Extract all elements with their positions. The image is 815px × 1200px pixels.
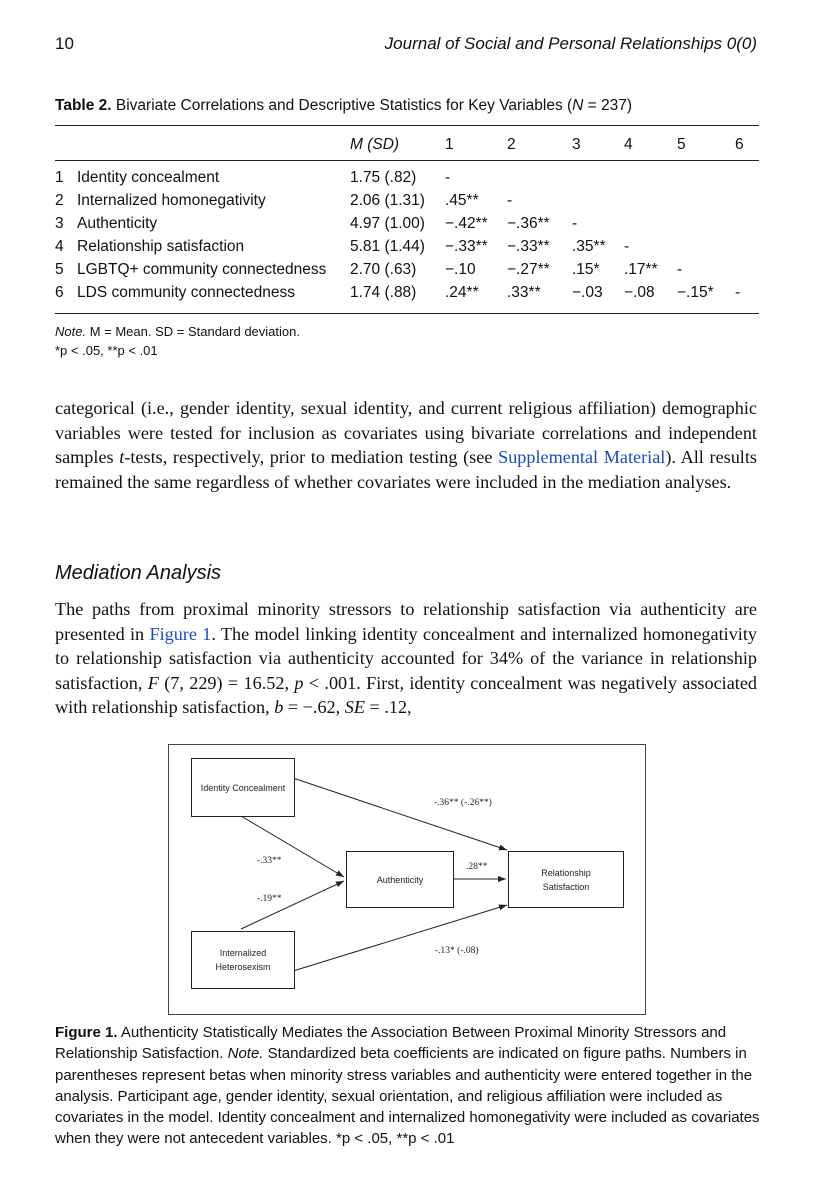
path-label-auth-to-rs: .28** — [466, 862, 488, 872]
correlation-cell — [735, 258, 759, 281]
note-label: Note. — [55, 324, 87, 339]
correlation-cell — [572, 166, 624, 189]
correlation-cell: - — [445, 168, 451, 186]
p2-b-italic: b — [274, 697, 284, 717]
correlation-cell: −.08 — [624, 283, 655, 301]
path-label-ic-to-auth: -.33** — [257, 856, 282, 866]
p1-text-b: -tests, respectively, prior to mediation testing (see — [124, 447, 499, 467]
table-row — [55, 281, 759, 304]
table-label: Table 2. — [55, 97, 112, 114]
correlation-cell: .15* — [572, 260, 600, 278]
arrow-ic-to-auth — [241, 816, 344, 877]
col-header-6: 6 — [735, 136, 744, 153]
node-internalized-heterosexism-label: Internalized Heterosexism — [215, 948, 271, 972]
correlation-cell: .33** — [507, 283, 541, 301]
p1-text-c: ). All results remained the same regardless of whether covariates were included in the mediation analyses. — [55, 447, 757, 492]
correlation-cell: - — [677, 260, 683, 278]
p2-p-italic: p — [294, 672, 304, 693]
arrow-ih-to-auth — [241, 881, 344, 929]
variable-name: Relationship satisfaction — [77, 237, 245, 255]
table-row — [55, 189, 759, 212]
correlation-cell — [677, 189, 735, 212]
row-number: 5 — [55, 260, 64, 278]
p2-f-italic: F — [147, 672, 159, 693]
correlation-cell: .24** — [445, 283, 479, 301]
figure-1-link[interactable]: Figure 1 — [149, 623, 212, 644]
journal-title: Journal of Social and Personal Relationships 0(0) — [384, 34, 757, 53]
node-identity-concealment-label: Identity Concealment — [200, 782, 286, 793]
correlation-cell: .17** — [624, 260, 658, 278]
correlation-cell — [624, 166, 677, 189]
p2-se-italic: SE — [344, 697, 365, 717]
table-title-n: N — [572, 97, 584, 114]
mean-sd-cell: 4.97 (1.00) — [350, 214, 425, 232]
row-number: 2 — [55, 191, 64, 209]
correlation-cell — [677, 166, 735, 189]
p2-text-d: < .001. First, identity concealment was negatively associated with relationship satisfaction, — [55, 672, 757, 717]
figure-note-text: Standardized beta coefficients are indicated on figure paths. Numbers in parentheses represent betas when minority stress variables and authenticity were entered together in the analysis. Participant age, gender identity, sexual orientation, and religious affiliation were included as covariates in the model. Identity concealment and internalized homonegativity were included as covariates when they were not antecedent variables. — [55, 1045, 760, 1148]
figure-note-label: Note. — [227, 1045, 264, 1063]
supplemental-material-link[interactable]: Supplemental Material — [498, 447, 666, 467]
correlation-cell: .35** — [572, 237, 606, 255]
mean-sd-cell: 5.81 (1.44) — [350, 237, 425, 255]
table-note — [55, 322, 300, 360]
correlation-table — [55, 133, 759, 304]
correlation-cell: - — [572, 214, 578, 232]
figure-caption — [55, 1022, 761, 1150]
col-header-5: 5 — [677, 136, 686, 153]
col-header-msd: M (SD) — [350, 136, 400, 153]
correlation-cell: −.42** — [445, 214, 488, 232]
node-authenticity-label: Authenticity — [376, 874, 424, 885]
table-row — [55, 166, 759, 189]
p2-text-f: = .12, — [364, 697, 412, 717]
col-header-1: 1 — [445, 136, 454, 153]
p2-text-b: . The model linking identity concealment and internalized homonegativity to relationship satisfaction via authenticity accounted for 34% of the variance in relationship satisfaction, — [55, 623, 757, 693]
variable-name: LDS community connectedness — [77, 283, 295, 301]
correlation-cell: - — [735, 283, 741, 301]
table-row — [55, 258, 759, 281]
correlation-cell: −.03 — [572, 283, 603, 301]
row-number: 4 — [55, 237, 64, 255]
correlation-cell — [572, 189, 624, 212]
correlation-cell: - — [624, 237, 630, 255]
correlation-cell: −.27** — [507, 260, 550, 278]
node-relationship-satisfaction — [508, 851, 624, 908]
correlation-cell — [735, 235, 759, 258]
correlation-cell — [735, 166, 759, 189]
correlation-cell: −.33** — [445, 237, 488, 255]
variable-name: Identity concealment — [77, 168, 220, 186]
p2-text-a: The paths from proximal minority stressors to relationship satisfaction via authenticity are presented in — [55, 599, 757, 644]
significance-line: *p < .05, **p < .01 — [55, 343, 158, 358]
path-label-ic-to-rs: -.36** (-.26**) — [434, 798, 492, 808]
mean-sd-cell: 2.70 (.63) — [350, 260, 417, 278]
p1-t-italic: t — [119, 447, 125, 467]
col-header-3: 3 — [572, 136, 581, 153]
table-title-post: = 237) — [583, 97, 633, 114]
page-number: 10 — [55, 34, 74, 53]
node-identity-concealment — [191, 758, 295, 817]
correlation-cell: −.33** — [507, 237, 550, 255]
correlation-cell — [507, 166, 572, 189]
correlation-cell — [677, 212, 735, 235]
figure-title: Authenticity Statistically Mediates the Association Between Proximal Minority Stressors and Relationship Satisfaction. — [55, 1024, 727, 1063]
figure-significance: *p < .05, **p < .01 — [336, 1130, 455, 1148]
node-relationship-satisfaction-label: Relationship Satisfaction — [541, 867, 591, 892]
path-label-ih-to-rs: -.13* (-.08) — [435, 946, 479, 956]
table-header-row — [55, 133, 759, 157]
arrow-ic-to-rs — [293, 778, 507, 850]
correlation-cell: −.10 — [445, 260, 476, 278]
table-bottom-rule — [55, 313, 759, 314]
col-header-2: 2 — [507, 136, 516, 153]
node-authenticity — [346, 851, 454, 908]
correlation-cell — [735, 212, 759, 235]
arrow-ih-to-rs — [293, 905, 507, 971]
table-title-pre: Bivariate Correlations and Descriptive Statistics for Key Variables ( — [115, 97, 573, 114]
p2-text-e: = −.62, — [283, 697, 345, 717]
correlation-cell: −.36** — [507, 214, 550, 232]
p2-text-c: (7, 229) = 16.52, — [158, 672, 295, 693]
table-caption — [55, 97, 632, 115]
path-label-ih-to-auth: -.19** — [257, 894, 282, 904]
table-top-rule — [55, 125, 759, 126]
note-text: M = Mean. SD = Standard deviation. — [86, 324, 300, 339]
mean-sd-cell: 2.06 (1.31) — [350, 191, 425, 209]
mediation-figure — [168, 744, 646, 1015]
correlation-cell: −.15* — [677, 283, 714, 301]
variable-name: LGBTQ+ community connectedness — [77, 260, 327, 278]
node-internalized-heterosexism — [191, 931, 295, 989]
row-number: 6 — [55, 283, 64, 301]
row-number: 3 — [55, 214, 64, 232]
table-row — [55, 235, 759, 258]
row-number: 1 — [55, 168, 64, 186]
correlation-cell — [735, 189, 759, 212]
section-heading: Mediation Analysis — [55, 562, 222, 584]
body-paragraph-1 — [55, 396, 757, 494]
mean-sd-cell: 1.74 (.88) — [350, 283, 417, 301]
correlation-cell: .45** — [445, 191, 479, 209]
variable-name: Internalized homonegativity — [77, 191, 266, 209]
body-paragraph-2 — [55, 597, 757, 720]
correlation-cell — [624, 212, 677, 235]
table-row — [55, 212, 759, 235]
correlation-cell — [624, 189, 677, 212]
correlation-cell — [677, 235, 735, 258]
col-header-4: 4 — [624, 136, 633, 153]
mean-sd-cell: 1.75 (.82) — [350, 168, 417, 186]
correlation-cell: - — [507, 191, 513, 209]
figure-label: Figure 1. — [55, 1024, 118, 1041]
p1-text-a: categorical (i.e., gender identity, sexual identity, and current religious affiliation) demographic variables were tested for inclusion as covariates using bivariate correlations and independent samples — [55, 398, 757, 467]
variable-name: Authenticity — [77, 214, 158, 232]
